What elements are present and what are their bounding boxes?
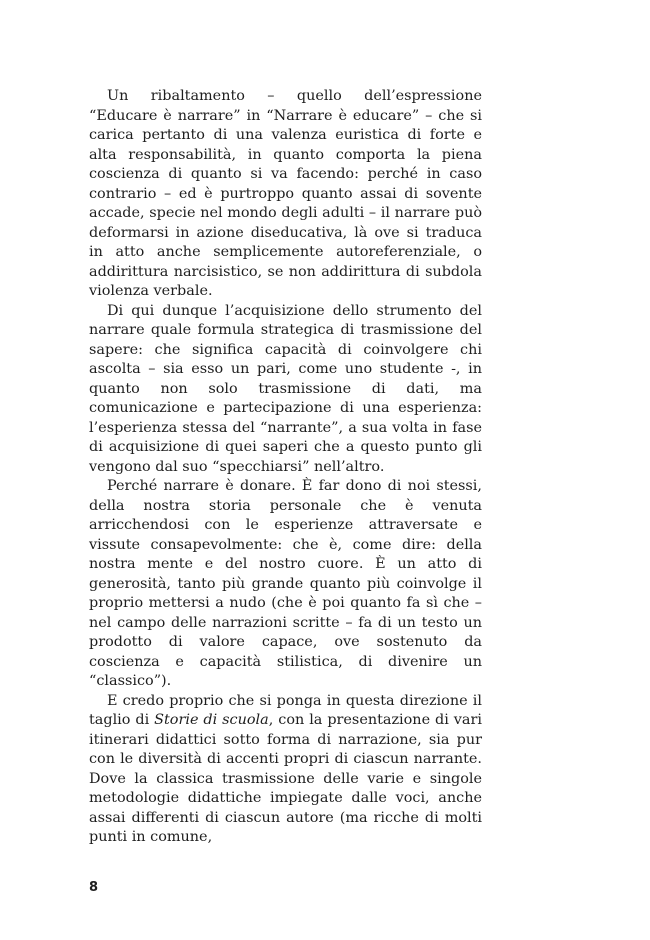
paragraph-2: Di qui dunque l’acquisizione dello strumento del narrare quale formula strategica di trasmissione del sapere: che significa capacità di coinvolgere chi ascolta – sia esso un pari, come uno studente -, in quanto non solo trasmissione di dati, ma comunicazione e partecipazione di una esperienza: l’esperienza stessa del “narrante”, a sua volta in fase di acquisizione di quei saperi che a questo punto gli vengono dal suo “specchiarsi” nell’altro. [89,302,482,475]
paragraph-3: Perché narrare è donare. È far dono di noi stessi, della nostra storia personale che è venuta arricchendosi con le esperienze attraversate e vissute consapevolmente: che è, come dire: della nostra mente e del nostro cuore. È un atto di generosità, tanto più grande quanto più coinvolge il proprio mettersi a nudo (che è poi quanto fa sì che – nel campo delle narrazioni scritte – fa di un testo un prodotto di valore capace, ove sostenuto da coscienza e capacità stilistica, di divenire un “classico”). [89,478,482,689]
paragraph-4-rest: , con la presentazione di vari itinerari didattici sotto forma di narrazione, sia pur con le diversità di accenti propri di ciascun narrante. Dove la classica trasmissione delle varie e singole metodologie didattiche impiegate dalle voci, anche assai differenti di ciascun autore (ma ricche di molti punti in comune, [89,712,482,845]
paragraph-1: Un ribaltamento – quello dell’espressione “Educare è narrare” in “Narrare è educare” – che si carica pertanto di una valenza euristica di forte e alta responsabilità, in quanto comporta la piena coscienza di quanto si va facendo: perché in caso contrario – ed è purtroppo quanto assai di sovente accade, specie nel mondo degli adulti – il narrare può deformarsi in azione diseducativa, là ove si traduca in atto anche semplicemente autoreferenziale, o addirittura narcisistico, se non addirittura di subdola violenza verbale. [89,88,482,299]
page-number: 8 [89,880,99,895]
body-text [89,87,482,848]
paragraph-4 [89,692,482,848]
paragraph-4-lead: E credo proprio che si ponga in questa direzione il taglio di [89,692,482,728]
book-title-italic: Storie di scuola [154,712,269,728]
